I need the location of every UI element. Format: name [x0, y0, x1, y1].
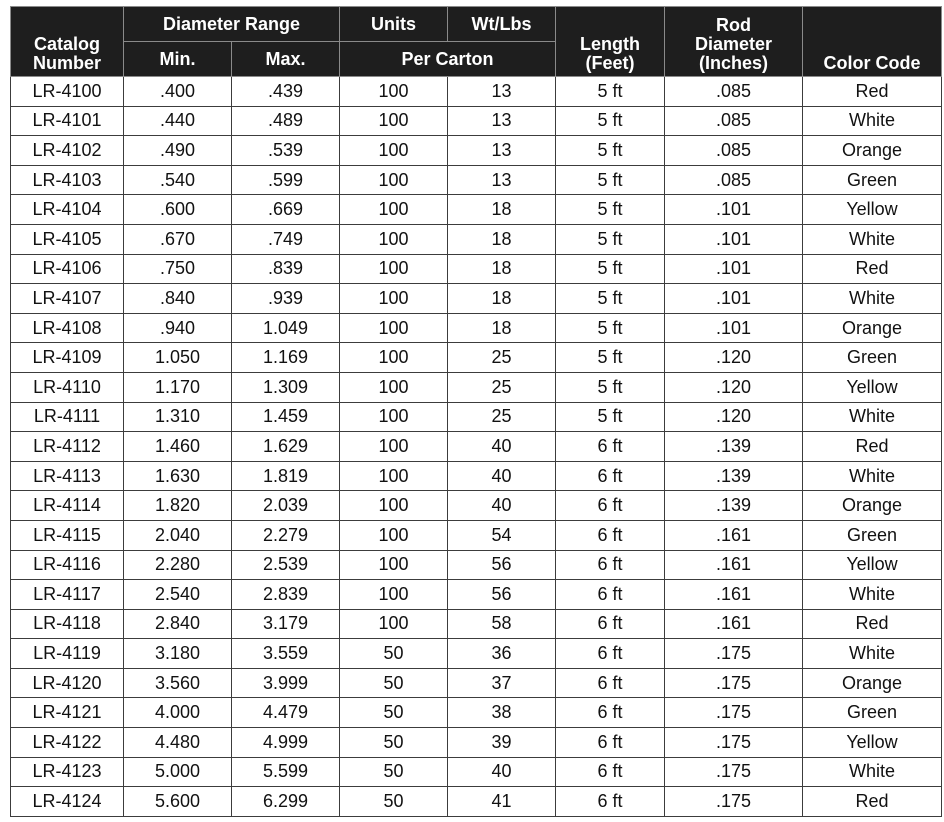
- catalog-number-cell: LR-4113: [11, 461, 124, 491]
- length-cell: 6 ft: [556, 728, 665, 758]
- min-cell: 1.170: [124, 372, 232, 402]
- catalog-number-cell: LR-4102: [11, 136, 124, 166]
- catalog-number-cell: LR-4121: [11, 698, 124, 728]
- rod-diameter-cell: .175: [665, 757, 803, 787]
- catalog-number-cell: LR-4124: [11, 787, 124, 817]
- catalog-number-cell: LR-4118: [11, 609, 124, 639]
- rod-diameter-cell: .139: [665, 432, 803, 462]
- weight-cell: 40: [448, 461, 556, 491]
- header-wt-lbs: Wt/Lbs: [448, 7, 556, 42]
- length-cell: 6 ft: [556, 668, 665, 698]
- weight-cell: 18: [448, 254, 556, 284]
- color-code-cell: White: [803, 757, 942, 787]
- length-cell: 5 ft: [556, 284, 665, 314]
- color-code-cell: White: [803, 284, 942, 314]
- max-cell: .839: [232, 254, 340, 284]
- color-code-cell: Red: [803, 77, 942, 107]
- min-cell: .840: [124, 284, 232, 314]
- catalog-number-cell: LR-4100: [11, 77, 124, 107]
- catalog-table: [10, 6, 942, 817]
- color-code-cell: Orange: [803, 491, 942, 521]
- catalog-number-cell: LR-4103: [11, 165, 124, 195]
- weight-cell: 40: [448, 491, 556, 521]
- rod-diameter-cell: .120: [665, 402, 803, 432]
- catalog-number-cell: LR-4101: [11, 106, 124, 136]
- rod-diameter-cell: .175: [665, 639, 803, 669]
- max-cell: 1.049: [232, 313, 340, 343]
- rod-diameter-cell: .101: [665, 284, 803, 314]
- max-cell: 5.599: [232, 757, 340, 787]
- header-min: Min.: [124, 42, 232, 77]
- table-row: [11, 165, 942, 195]
- max-cell: 1.629: [232, 432, 340, 462]
- header-units: Units: [340, 7, 448, 42]
- catalog-number-cell: LR-4110: [11, 372, 124, 402]
- color-code-cell: Orange: [803, 313, 942, 343]
- table-row: [11, 284, 942, 314]
- table-row: [11, 402, 942, 432]
- rod-diameter-cell: .175: [665, 698, 803, 728]
- color-code-cell: Yellow: [803, 372, 942, 402]
- units-cell: 100: [340, 432, 448, 462]
- color-code-cell: Red: [803, 254, 942, 284]
- length-cell: 5 ft: [556, 313, 665, 343]
- color-code-cell: Orange: [803, 136, 942, 166]
- color-code-cell: Yellow: [803, 550, 942, 580]
- color-code-cell: Orange: [803, 668, 942, 698]
- max-cell: 4.479: [232, 698, 340, 728]
- units-cell: 50: [340, 698, 448, 728]
- length-cell: 6 ft: [556, 757, 665, 787]
- length-cell: 6 ft: [556, 787, 665, 817]
- weight-cell: 37: [448, 668, 556, 698]
- weight-cell: 18: [448, 195, 556, 225]
- weight-cell: 58: [448, 609, 556, 639]
- catalog-number-cell: LR-4107: [11, 284, 124, 314]
- max-cell: 2.539: [232, 550, 340, 580]
- units-cell: 100: [340, 136, 448, 166]
- catalog-number-cell: LR-4109: [11, 343, 124, 373]
- min-cell: 2.280: [124, 550, 232, 580]
- table-row: [11, 224, 942, 254]
- max-cell: .599: [232, 165, 340, 195]
- weight-cell: 18: [448, 313, 556, 343]
- length-cell: 6 ft: [556, 432, 665, 462]
- color-code-cell: Red: [803, 787, 942, 817]
- weight-cell: 41: [448, 787, 556, 817]
- length-cell: 5 ft: [556, 195, 665, 225]
- units-cell: 100: [340, 313, 448, 343]
- max-cell: 1.819: [232, 461, 340, 491]
- table-row: [11, 580, 942, 610]
- min-cell: 5.000: [124, 757, 232, 787]
- max-cell: 1.459: [232, 402, 340, 432]
- table-row: [11, 698, 942, 728]
- catalog-number-cell: LR-4105: [11, 224, 124, 254]
- length-cell: 6 ft: [556, 639, 665, 669]
- rod-diameter-cell: .139: [665, 491, 803, 521]
- table-row: [11, 461, 942, 491]
- color-code-cell: White: [803, 580, 942, 610]
- header-max: Max.: [232, 42, 340, 77]
- weight-cell: 56: [448, 580, 556, 610]
- min-cell: .400: [124, 77, 232, 107]
- rod-diameter-cell: .101: [665, 254, 803, 284]
- units-cell: 100: [340, 580, 448, 610]
- table-row: [11, 787, 942, 817]
- units-cell: 50: [340, 668, 448, 698]
- color-code-cell: White: [803, 402, 942, 432]
- units-cell: 100: [340, 461, 448, 491]
- units-cell: 50: [340, 639, 448, 669]
- units-cell: 100: [340, 609, 448, 639]
- max-cell: 2.039: [232, 491, 340, 521]
- color-code-cell: White: [803, 106, 942, 136]
- catalog-number-cell: LR-4116: [11, 550, 124, 580]
- table-row: [11, 77, 942, 107]
- table-row: [11, 668, 942, 698]
- header-catalog-number: Catalog Number: [11, 7, 124, 77]
- header-rod-diameter: Rod Diameter (Inches): [665, 7, 803, 77]
- units-cell: 100: [340, 165, 448, 195]
- min-cell: 2.540: [124, 580, 232, 610]
- weight-cell: 25: [448, 372, 556, 402]
- max-cell: .539: [232, 136, 340, 166]
- min-cell: .540: [124, 165, 232, 195]
- max-cell: 3.999: [232, 668, 340, 698]
- table-row: [11, 520, 942, 550]
- color-code-cell: Green: [803, 698, 942, 728]
- min-cell: .440: [124, 106, 232, 136]
- color-code-cell: White: [803, 461, 942, 491]
- units-cell: 100: [340, 77, 448, 107]
- weight-cell: 38: [448, 698, 556, 728]
- color-code-cell: Yellow: [803, 728, 942, 758]
- units-cell: 100: [340, 284, 448, 314]
- min-cell: 3.560: [124, 668, 232, 698]
- min-cell: 3.180: [124, 639, 232, 669]
- max-cell: 2.279: [232, 520, 340, 550]
- length-cell: 6 ft: [556, 461, 665, 491]
- table-row: [11, 432, 942, 462]
- rod-diameter-cell: .161: [665, 580, 803, 610]
- rod-diameter-cell: .175: [665, 668, 803, 698]
- min-cell: .940: [124, 313, 232, 343]
- weight-cell: 39: [448, 728, 556, 758]
- min-cell: 2.840: [124, 609, 232, 639]
- color-code-cell: Green: [803, 165, 942, 195]
- units-cell: 100: [340, 402, 448, 432]
- length-cell: 5 ft: [556, 136, 665, 166]
- units-cell: 100: [340, 550, 448, 580]
- color-code-cell: Yellow: [803, 195, 942, 225]
- units-cell: 100: [340, 106, 448, 136]
- catalog-number-cell: LR-4119: [11, 639, 124, 669]
- length-cell: 5 ft: [556, 254, 665, 284]
- length-cell: 5 ft: [556, 224, 665, 254]
- catalog-number-cell: LR-4122: [11, 728, 124, 758]
- table-row: [11, 550, 942, 580]
- rod-diameter-cell: .085: [665, 136, 803, 166]
- units-cell: 100: [340, 254, 448, 284]
- table-row: [11, 254, 942, 284]
- length-cell: 6 ft: [556, 580, 665, 610]
- length-cell: 6 ft: [556, 491, 665, 521]
- length-cell: 6 ft: [556, 550, 665, 580]
- table-row: [11, 136, 942, 166]
- catalog-number-cell: LR-4106: [11, 254, 124, 284]
- catalog-number-cell: LR-4123: [11, 757, 124, 787]
- length-cell: 6 ft: [556, 698, 665, 728]
- rod-diameter-cell: .161: [665, 550, 803, 580]
- units-cell: 100: [340, 372, 448, 402]
- table-row: [11, 313, 942, 343]
- weight-cell: 40: [448, 757, 556, 787]
- units-cell: 100: [340, 224, 448, 254]
- min-cell: 2.040: [124, 520, 232, 550]
- min-cell: 1.820: [124, 491, 232, 521]
- weight-cell: 36: [448, 639, 556, 669]
- table-row: [11, 609, 942, 639]
- catalog-number-cell: LR-4114: [11, 491, 124, 521]
- min-cell: 1.050: [124, 343, 232, 373]
- rod-diameter-cell: .161: [665, 609, 803, 639]
- min-cell: .600: [124, 195, 232, 225]
- max-cell: 3.559: [232, 639, 340, 669]
- weight-cell: 25: [448, 343, 556, 373]
- weight-cell: 18: [448, 224, 556, 254]
- table-row: [11, 195, 942, 225]
- max-cell: .439: [232, 77, 340, 107]
- rod-diameter-cell: .120: [665, 372, 803, 402]
- min-cell: .490: [124, 136, 232, 166]
- max-cell: 4.999: [232, 728, 340, 758]
- rod-diameter-cell: .085: [665, 106, 803, 136]
- max-cell: .939: [232, 284, 340, 314]
- catalog-number-cell: LR-4120: [11, 668, 124, 698]
- table-row: [11, 372, 942, 402]
- max-cell: 1.169: [232, 343, 340, 373]
- units-cell: 100: [340, 520, 448, 550]
- units-cell: 50: [340, 787, 448, 817]
- length-cell: 5 ft: [556, 106, 665, 136]
- weight-cell: 18: [448, 284, 556, 314]
- min-cell: .750: [124, 254, 232, 284]
- min-cell: 4.000: [124, 698, 232, 728]
- rod-diameter-cell: .120: [665, 343, 803, 373]
- weight-cell: 13: [448, 136, 556, 166]
- weight-cell: 13: [448, 106, 556, 136]
- color-code-cell: White: [803, 639, 942, 669]
- table-row: [11, 106, 942, 136]
- catalog-number-cell: LR-4112: [11, 432, 124, 462]
- color-code-cell: Red: [803, 609, 942, 639]
- length-cell: 6 ft: [556, 520, 665, 550]
- header-diameter-range: Diameter Range: [124, 7, 340, 42]
- catalog-number-cell: LR-4108: [11, 313, 124, 343]
- table-row: [11, 639, 942, 669]
- min-cell: .670: [124, 224, 232, 254]
- catalog-number-cell: LR-4117: [11, 580, 124, 610]
- max-cell: .749: [232, 224, 340, 254]
- catalog-number-cell: LR-4104: [11, 195, 124, 225]
- max-cell: 2.839: [232, 580, 340, 610]
- rod-diameter-cell: .175: [665, 787, 803, 817]
- max-cell: 6.299: [232, 787, 340, 817]
- units-cell: 100: [340, 195, 448, 225]
- table-body: [11, 77, 942, 817]
- catalog-number-cell: LR-4111: [11, 402, 124, 432]
- rod-diameter-cell: .101: [665, 195, 803, 225]
- max-cell: .669: [232, 195, 340, 225]
- units-cell: 100: [340, 491, 448, 521]
- table-row: [11, 728, 942, 758]
- weight-cell: 25: [448, 402, 556, 432]
- header-color-code: Color Code: [803, 7, 942, 77]
- weight-cell: 56: [448, 550, 556, 580]
- min-cell: 5.600: [124, 787, 232, 817]
- color-code-cell: White: [803, 224, 942, 254]
- rod-diameter-cell: .085: [665, 77, 803, 107]
- units-cell: 50: [340, 728, 448, 758]
- weight-cell: 13: [448, 77, 556, 107]
- units-cell: 50: [340, 757, 448, 787]
- color-code-cell: Green: [803, 520, 942, 550]
- min-cell: 4.480: [124, 728, 232, 758]
- table-row: [11, 343, 942, 373]
- max-cell: .489: [232, 106, 340, 136]
- length-cell: 5 ft: [556, 165, 665, 195]
- catalog-number-cell: LR-4115: [11, 520, 124, 550]
- min-cell: 1.630: [124, 461, 232, 491]
- min-cell: 1.310: [124, 402, 232, 432]
- weight-cell: 13: [448, 165, 556, 195]
- table-row: [11, 757, 942, 787]
- header-length: Length (Feet): [556, 7, 665, 77]
- rod-diameter-cell: .101: [665, 313, 803, 343]
- min-cell: 1.460: [124, 432, 232, 462]
- length-cell: 5 ft: [556, 77, 665, 107]
- header-per-carton: Per Carton: [340, 42, 556, 77]
- rod-diameter-cell: .139: [665, 461, 803, 491]
- max-cell: 3.179: [232, 609, 340, 639]
- rod-diameter-cell: .101: [665, 224, 803, 254]
- length-cell: 5 ft: [556, 402, 665, 432]
- units-cell: 100: [340, 343, 448, 373]
- rod-diameter-cell: .085: [665, 165, 803, 195]
- rod-diameter-cell: .175: [665, 728, 803, 758]
- length-cell: 6 ft: [556, 609, 665, 639]
- weight-cell: 54: [448, 520, 556, 550]
- table-row: [11, 491, 942, 521]
- color-code-cell: Red: [803, 432, 942, 462]
- color-code-cell: Green: [803, 343, 942, 373]
- length-cell: 5 ft: [556, 343, 665, 373]
- max-cell: 1.309: [232, 372, 340, 402]
- weight-cell: 40: [448, 432, 556, 462]
- rod-diameter-cell: .161: [665, 520, 803, 550]
- length-cell: 5 ft: [556, 372, 665, 402]
